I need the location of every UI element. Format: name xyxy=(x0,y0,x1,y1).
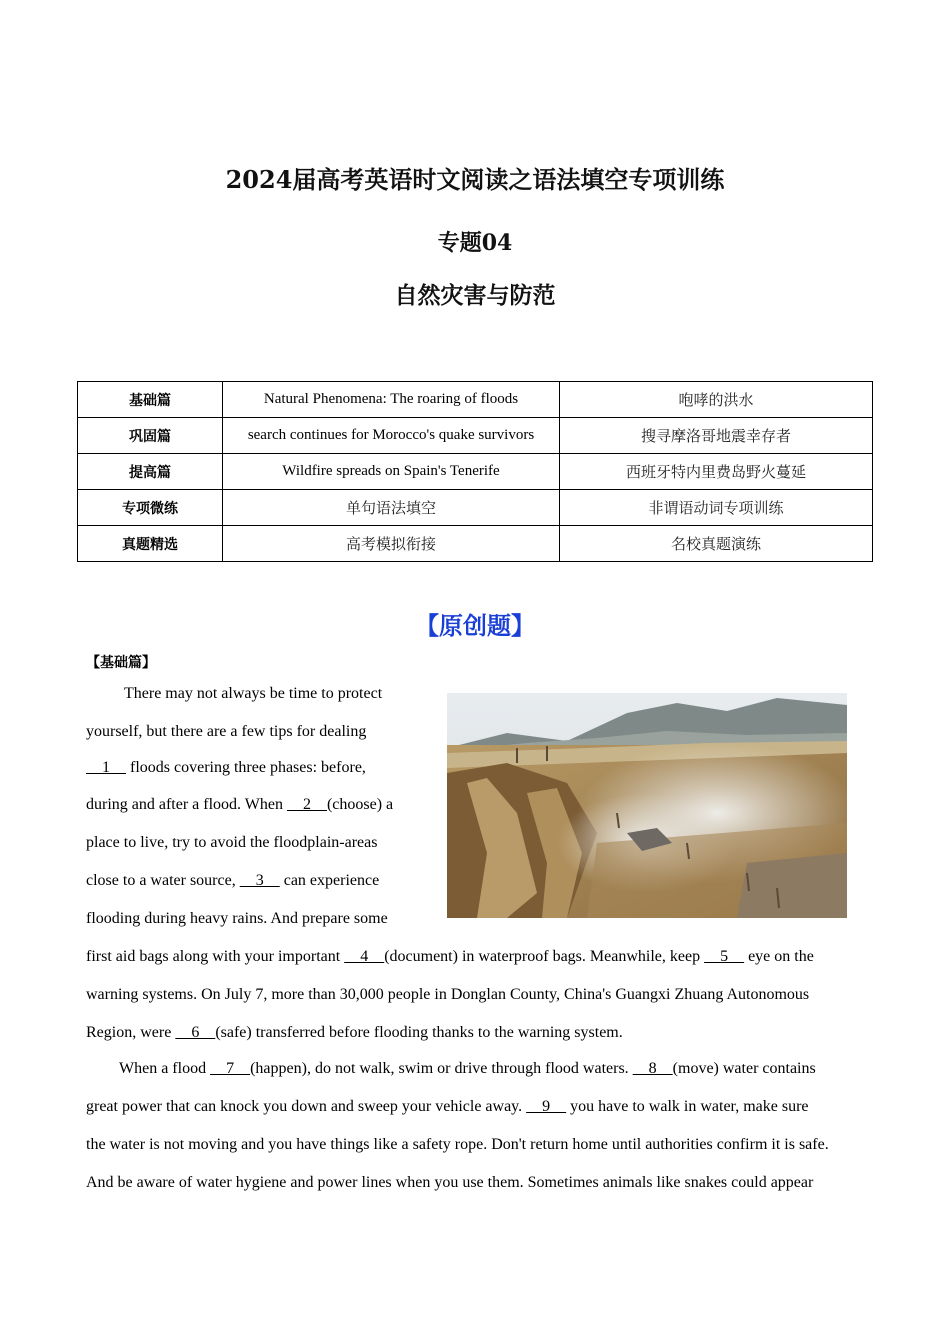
table-cell-title-en: 单句语法填空 xyxy=(223,490,560,526)
passage-text: yourself, but there are a few tips for dealing xyxy=(86,723,367,740)
section-heading: 【原创题】 xyxy=(415,612,535,640)
passage-text: first aid bags along with your important xyxy=(86,948,345,965)
blank-8[interactable]: 8 xyxy=(632,1060,673,1077)
passage-line xyxy=(86,862,876,900)
passage-text: place to live, try to avoid the floodplain-areas xyxy=(86,834,378,851)
passage-text: can experience xyxy=(279,872,380,889)
blank-6[interactable]: 6 xyxy=(175,1024,216,1041)
passage-line xyxy=(86,675,876,713)
table-cell-category: 真题精选 xyxy=(78,526,223,562)
passage-line xyxy=(86,749,876,787)
passage-line xyxy=(86,824,876,862)
passage-line xyxy=(86,786,876,824)
table-cell-title-zh: 搜寻摩洛哥地震幸存者 xyxy=(560,418,873,454)
table-cell-title-en: Wildfire spreads on Spain's Tenerife xyxy=(223,454,560,490)
blank-5[interactable]: 5 xyxy=(704,948,745,965)
blank-7[interactable]: 7 xyxy=(210,1060,251,1077)
passage-text: warning systems. On July 7, more than 30,000 people in Donglan County, China's Guangxi Zhuang Autonomous xyxy=(86,986,810,1003)
table-cell-title-en: 高考模拟衔接 xyxy=(223,526,560,562)
topic-name: 自然灾害与防范 xyxy=(394,282,556,309)
blank-4[interactable]: 4 xyxy=(344,948,385,965)
subsection-heading: 【基础篇】 xyxy=(86,655,156,671)
passage-text: flooding during heavy rains. And prepare some xyxy=(86,910,388,927)
passage-text: during and after a flood. When xyxy=(86,796,287,813)
passage-line xyxy=(86,976,876,1014)
passage-text: close to a water source, xyxy=(86,872,240,889)
table-cell-title-en: search continues for Morocco's quake survivors xyxy=(223,418,560,454)
passage-line xyxy=(86,1014,876,1052)
passage-text: There may not always be time to protect xyxy=(124,685,383,702)
table-cell-category: 巩固篇 xyxy=(78,418,223,454)
document-title: 2024届高考英语时文阅读之语法填空专项训练 xyxy=(225,165,725,194)
passage-line xyxy=(86,1088,876,1126)
passage-text: eye on the xyxy=(744,948,814,965)
blank-9[interactable]: 9 xyxy=(526,1098,567,1115)
passage-text: (safe) transferred before flooding thanks to the warning system. xyxy=(215,1024,623,1041)
blank-2[interactable]: 2 xyxy=(286,796,327,813)
blank-3[interactable]: 3 xyxy=(239,872,280,889)
table-row xyxy=(78,490,873,526)
table-cell-title-zh: 咆哮的洪水 xyxy=(560,382,873,418)
passage-text: Region, were xyxy=(86,1024,176,1041)
table-cell-title-en: Natural Phenomena: The roaring of floods xyxy=(223,382,560,418)
table-cell-category: 提高篇 xyxy=(78,454,223,490)
table-cell-category: 基础篇 xyxy=(78,382,223,418)
passage-line xyxy=(86,1164,876,1202)
blank-1[interactable]: 1 xyxy=(86,759,126,776)
passage-text: you have to walk in water, make sure xyxy=(566,1098,809,1115)
passage-text: (document) in waterproof bags. Meanwhile, keep xyxy=(384,948,705,965)
passage-line xyxy=(86,713,876,751)
passage-line xyxy=(86,1050,876,1088)
passage-text: the water is not moving and you have things like a safety rope. Don't return home until authorities confirm it is safe. xyxy=(86,1136,829,1153)
passage-line xyxy=(86,938,876,976)
passage-text: (move) water contains xyxy=(672,1060,816,1077)
topic-number: 专题04 xyxy=(437,230,513,256)
table-cell-title-zh: 名校真题演练 xyxy=(560,526,873,562)
passage-line xyxy=(86,1126,876,1164)
table-cell-title-zh: 西班牙特内里费岛野火蔓延 xyxy=(560,454,873,490)
passage-text: (choose) a xyxy=(326,796,394,813)
passage-text: When a flood xyxy=(119,1060,211,1077)
passage-text: (happen), do not walk, swim or drive through flood waters. xyxy=(250,1060,633,1077)
table-row xyxy=(78,454,873,490)
table-row xyxy=(78,418,873,454)
table-cell-title-zh: 非谓语动词专项训练 xyxy=(560,490,873,526)
table-row xyxy=(78,526,873,562)
table-cell-category: 专项微练 xyxy=(78,490,223,526)
overview-table xyxy=(77,381,873,562)
table-row xyxy=(78,382,873,418)
passage-line xyxy=(86,900,876,938)
passage-text: great power that can knock you down and sweep your vehicle away. xyxy=(86,1098,527,1115)
passage-text: floods covering three phases: before, xyxy=(126,759,366,776)
passage-text: And be aware of water hygiene and power lines when you use them. Sometimes animals like snakes could appear xyxy=(86,1174,814,1191)
